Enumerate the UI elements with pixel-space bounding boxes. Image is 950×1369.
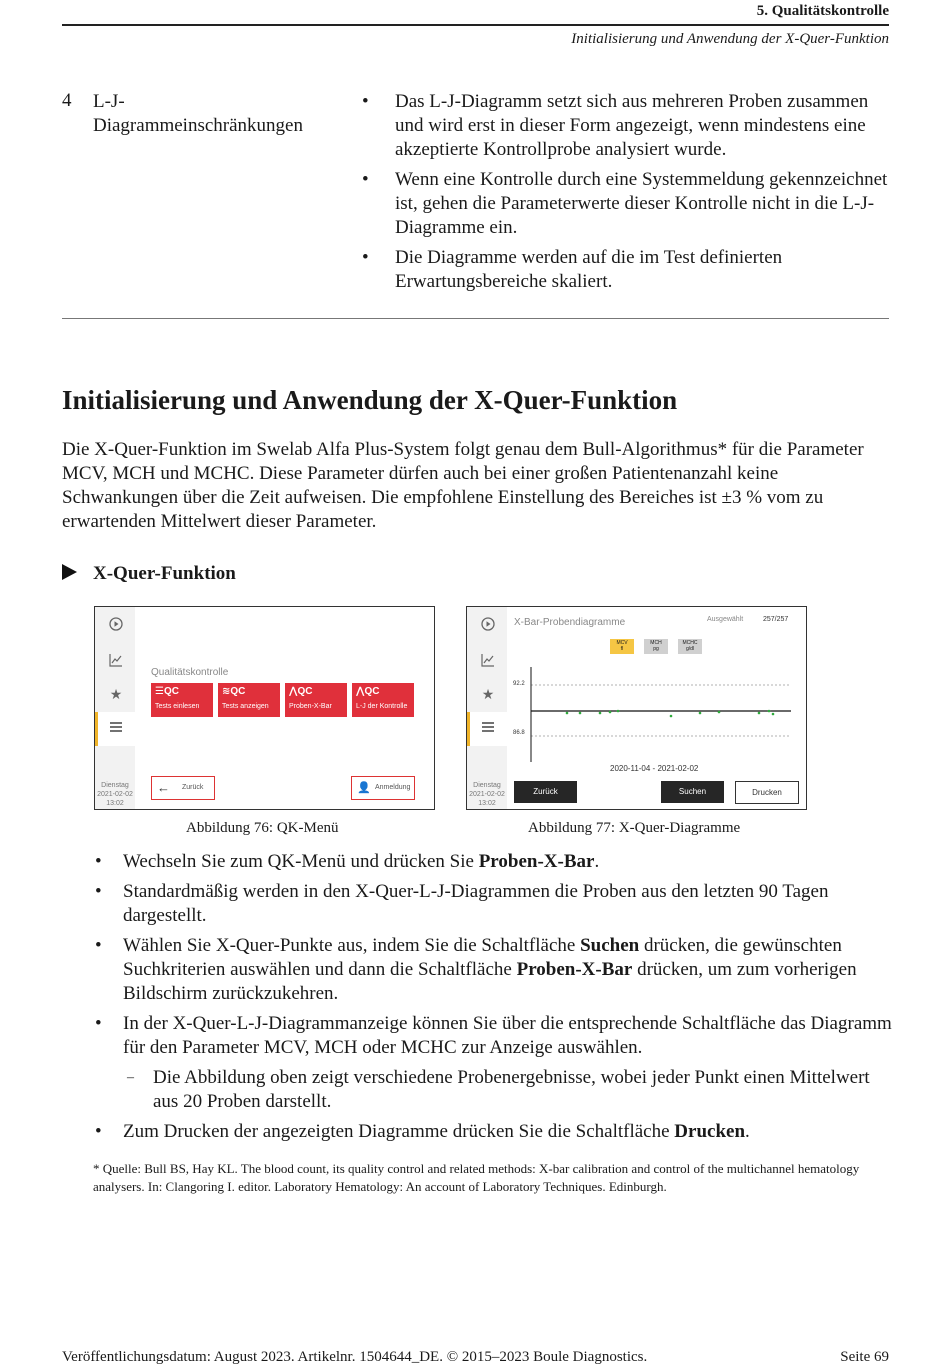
lower-value-label: 86.8	[513, 730, 525, 736]
date-time	[467, 781, 507, 808]
tile-label: Tests anzeigen	[222, 703, 269, 710]
page-number: Seite 69	[840, 1349, 889, 1365]
data-point	[768, 710, 771, 713]
list-item: • Wählen Sie X-Quer-Punkte aus, indem Sie die Schaltfläche Suchen drücken, die gewünschten Suchkriterien auswählen und dann die Schaltfläche Proben-X-Bar drücken, um zum vorherigen Bildschirm zurückzukehren.	[95, 935, 857, 1004]
date: 2021-02-02	[97, 791, 133, 798]
back-button[interactable]	[514, 781, 577, 803]
row-bullet-list	[360, 90, 895, 300]
login-button[interactable]	[351, 776, 415, 800]
bold-term: Suchen	[580, 935, 640, 956]
figure76-caption: Abbildung 76: QK-Menü	[186, 820, 339, 836]
bullet-icon: •	[95, 851, 102, 872]
tile-label: Proben-X-Bar	[289, 703, 332, 710]
param-name: MCV	[616, 640, 628, 646]
param-unit: fl	[620, 646, 624, 652]
selected-value: 257/257	[763, 616, 789, 623]
star-icon[interactable]: ★	[481, 686, 495, 702]
xbar-chart-screen	[466, 606, 807, 810]
bold-term: Drucken	[674, 1121, 746, 1142]
row-label	[93, 90, 333, 138]
row-number: 4	[62, 90, 72, 111]
data-point	[599, 712, 602, 715]
param-unit: g/dl	[685, 646, 695, 652]
data-point	[758, 712, 761, 715]
tile-label: L-J der Kontrolle	[356, 703, 408, 710]
data-point	[670, 715, 673, 718]
date: 2021-02-02	[469, 791, 505, 798]
tile-proben-x-bar[interactable]	[285, 683, 347, 717]
triangle-icon	[62, 564, 77, 580]
sidebar	[95, 607, 135, 809]
chart-title: X-Bar-Probendiagramme	[514, 617, 626, 628]
row-bullet-text: Wenn eine Kontrolle durch eine Systemmeldung gekennzeichnet ist, gehen die Parameterwerte dieser Kontrolle nicht in die L-J-Diagramme ein.	[395, 169, 888, 238]
menu-icon[interactable]	[480, 720, 496, 736]
param-mch-button[interactable]	[644, 639, 668, 654]
param-name: MCHC	[682, 640, 698, 646]
qc-menu-screen	[94, 606, 435, 810]
tile-tests-anzeigen[interactable]	[218, 683, 280, 717]
bullet-icon: •	[95, 881, 102, 902]
bullet-icon: •	[95, 1121, 102, 1142]
row-bullet	[360, 246, 895, 294]
data-point	[566, 712, 569, 715]
subheading-text: X-Quer-Funktion	[93, 563, 236, 584]
play-icon[interactable]	[480, 617, 496, 633]
tile-tests-einlesen[interactable]	[151, 683, 213, 717]
time: 13:02	[478, 800, 496, 807]
dash-icon: –	[127, 1070, 134, 1085]
qc-icon: ⋀QC	[356, 686, 380, 697]
bold-term: Proben-X-Bar	[478, 851, 595, 872]
section-heading: Initialisierung und Anwendung der X-Quer-Funktion	[62, 385, 678, 415]
header-rule	[62, 24, 889, 26]
weekday: Dienstag	[473, 782, 501, 789]
search-button[interactable]	[661, 781, 724, 803]
qc-title: Qualitätskontrolle	[151, 667, 229, 678]
chapter-header: 5. Qualitätskontrolle	[756, 3, 889, 19]
row-bullet	[360, 168, 895, 240]
data-point	[699, 712, 702, 715]
print-label: Drucken	[752, 788, 782, 797]
param-unit: pg	[653, 646, 659, 652]
chart-icon[interactable]	[480, 653, 496, 669]
publication-info: Veröffentlichungsdatum: August 2023. Artikelnr. 1504644_DE. © 2015–2023 Boule Diagnostics.	[62, 1349, 648, 1365]
data-point	[609, 711, 612, 714]
bold-term: Proben-X-Bar	[516, 959, 633, 980]
xbar-plot	[507, 657, 805, 767]
sub-list-item: – Die Abbildung oben zeigt verschiedene Probenergebnisse, wobei jeder Punkt einen Mittelwert aus 20 Proben darstellt.	[127, 1067, 870, 1112]
bullet-icon: •	[95, 935, 102, 956]
qc-icon: ⋀QC	[289, 686, 313, 697]
qc-icon: ≋QC	[222, 686, 246, 697]
row-label-line1: L-J-	[93, 91, 125, 112]
list-item: • Zum Drucken der angezeigten Diagramme drücken Sie die Schaltfläche Drucken.	[95, 1121, 750, 1142]
list-item: • Wechseln Sie zum QK-Menü und drücken Sie Proben-X-Bar.	[95, 851, 600, 872]
section-header: Initialisierung und Anwendung der X-Quer-Funktion	[571, 31, 889, 47]
param-mcv-button[interactable]	[610, 639, 634, 654]
qc-icon: ☰QC	[155, 686, 179, 697]
data-point	[617, 710, 620, 713]
row-label-line2: Diagrammeinschränkungen	[93, 115, 303, 136]
upper-value-label: 92.2	[513, 681, 525, 687]
data-point	[718, 711, 721, 714]
row-bullet	[360, 90, 895, 162]
tile-lj-kontrolle[interactable]	[352, 683, 414, 717]
data-point	[772, 713, 775, 716]
arrow-left-icon: ←	[157, 780, 170, 795]
row-bullet-text: Die Diagramme werden auf die im Test definierten Erwartungsbereiche skaliert.	[395, 247, 783, 292]
play-icon[interactable]	[108, 617, 124, 633]
back-label: Zurück	[182, 784, 204, 791]
selected-label: Ausgewählt	[707, 616, 744, 623]
sidebar	[467, 607, 507, 809]
row-bullet-text: Das L-J-Diagramm setzt sich aus mehreren Proben zusammen und wird erst in dieser Form angezeigt, wenn mindestens eine akzeptierte Kontrollprobe analysiert wurde.	[395, 91, 869, 160]
back-label: Zurück	[533, 787, 558, 796]
date-range: 2020-11-04 - 2021-02-02	[610, 764, 699, 773]
list-item: • In der X-Quer-L-J-Diagrammanzeige können Sie über die entsprechende Schaltfläche das Diagramm für den Parameter MCV, MCH oder MCHC zur Anzeige auswählen.	[95, 1013, 892, 1058]
date-time	[95, 781, 135, 808]
table-rule	[62, 318, 889, 319]
bullet-icon: •	[362, 247, 369, 268]
data-point	[579, 712, 582, 715]
footnote: * Quelle: Bull BS, Hay KL. The blood count, its quality control and related methods: X-bar calibration and control of the multichannel hematology analysers. In: Clangoring I. editor. Laboratory Hematology: An account of Laboratory Techniques. Edinburgh.	[93, 1161, 860, 1194]
star-icon[interactable]: ★	[109, 686, 123, 702]
search-label: Suchen	[678, 787, 707, 796]
list-item: • Standardmäßig werden in den X-Quer-L-J-Diagrammen die Proben aus den letzten 90 Tagen dargestellt.	[95, 881, 829, 926]
param-mchc-button[interactable]	[678, 639, 702, 654]
user-icon: 👤	[357, 782, 371, 794]
intro-paragraph: Die X-Quer-Funktion im Swelab Alfa Plus-System folgt genau dem Bull-Algorithmus* für die Parameter MCV, MCH und MCHC. Diese Parameter dürfen auch bei einer großen Patientenanzahl keine Schwankungen über die Zeit aufweisen. Die empfohlene Einstellung des Bereiches ist ±3 % vom zu erwartenden Mittelwert dieser Parameter.	[62, 439, 864, 532]
bullet-icon: •	[362, 91, 369, 112]
instruction-list	[93, 850, 893, 1150]
procedure-subheading	[62, 563, 236, 585]
menu-icon[interactable]	[108, 720, 124, 736]
time: 13:02	[106, 800, 124, 807]
bullet-icon: •	[362, 169, 369, 190]
figure77-caption: Abbildung 77: X-Quer-Diagramme	[528, 820, 741, 836]
weekday: Dienstag	[101, 782, 129, 789]
back-button[interactable]	[151, 776, 215, 800]
print-button[interactable]	[735, 781, 799, 804]
bullet-icon: •	[95, 1013, 102, 1034]
login-label: Anmeldung	[375, 784, 411, 791]
chart-icon[interactable]	[108, 653, 124, 669]
tile-label: Tests einlesen	[155, 703, 200, 710]
param-name: MCH	[650, 640, 662, 646]
